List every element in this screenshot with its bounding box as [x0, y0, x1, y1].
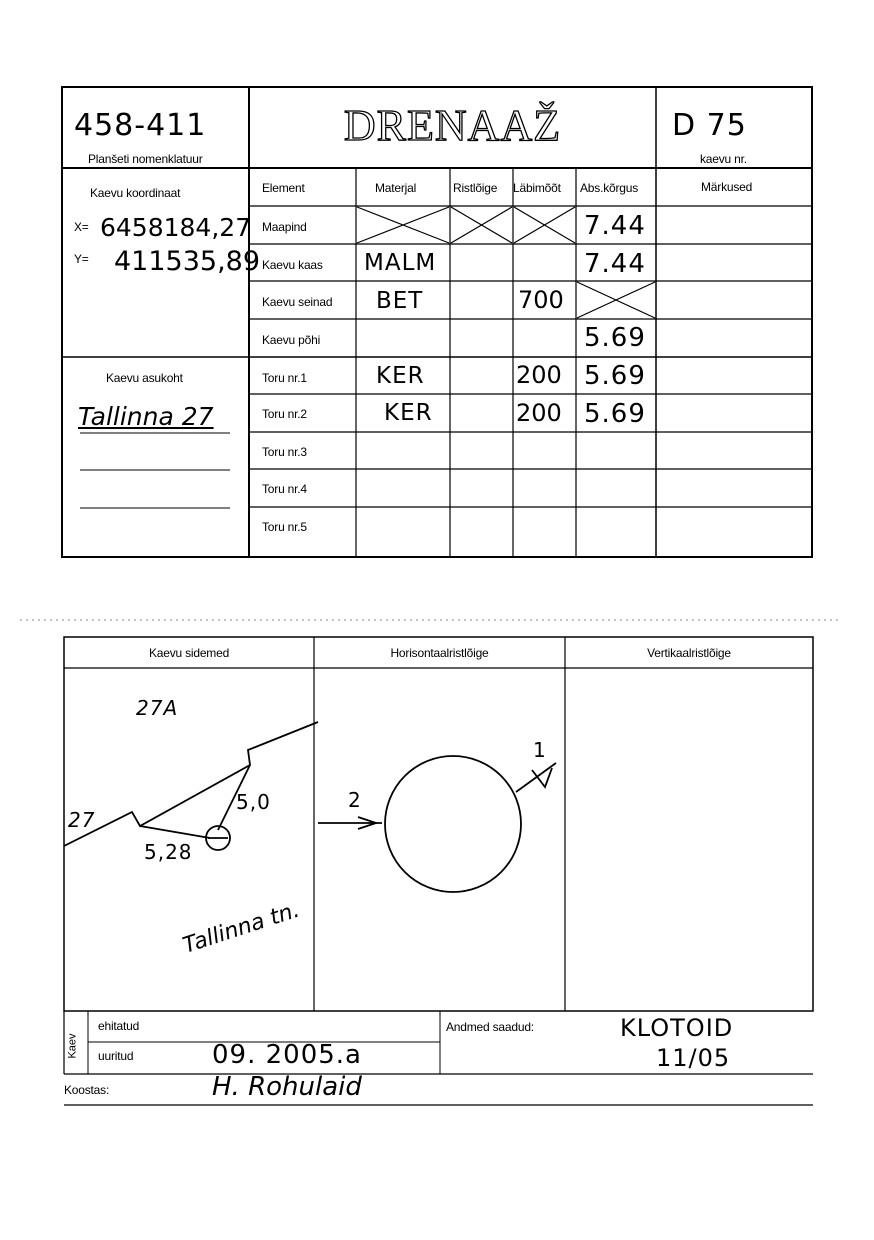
table-row-element: Toru nr.4 [262, 482, 307, 496]
house-label-27a: 27A [136, 696, 179, 720]
table-row-element: Maapind [262, 220, 307, 234]
sheet-label: Planšeti nomenklatuur [88, 152, 203, 166]
material-value: KER [384, 400, 433, 426]
section-sketch [318, 756, 556, 892]
page-title: DRENAAŽ [343, 101, 562, 150]
data-received-value: KLOTOID [620, 1014, 734, 1042]
diameter-value: 700 [518, 286, 564, 314]
distance-label: 5,0 [236, 790, 271, 814]
table-row-element: Kaevu seinad [262, 295, 333, 309]
header-diameter: Läbimõõt [513, 181, 561, 195]
compiler-value: H. Rohulaid [212, 1072, 362, 1102]
y-coordinate: 411535,89 [114, 246, 261, 277]
location-value: Tallinna 27 [78, 402, 214, 431]
well-number-label: kaevu nr. [700, 152, 747, 166]
elevation-value: 5.69 [584, 399, 646, 429]
header-notes: Märkused [701, 180, 753, 194]
data-received-date: 11/05 [656, 1044, 731, 1072]
coordinates-label: Kaevu koordinaat [90, 186, 181, 200]
built-label: ehitatud [98, 1019, 140, 1033]
sheet-number: 458-411 [74, 108, 207, 143]
table-row-element: Toru nr.5 [262, 520, 307, 534]
material-value: BET [376, 288, 424, 314]
location-label: Kaevu asukoht [106, 371, 183, 385]
elevation-value: 7.44 [584, 249, 646, 279]
header-material: Materjal [375, 181, 417, 195]
pipe-label: 2 [348, 788, 362, 812]
elevation-value: 7.44 [584, 211, 646, 241]
footer-side-label-box [66, 1030, 86, 1060]
table-row-element: Kaevu kaas [262, 258, 323, 272]
diameter-value: 200 [516, 399, 562, 427]
street-label: Tallinna tn. [180, 897, 303, 959]
elevation-value: 5.69 [584, 361, 646, 391]
ties-header: Kaevu sidemed [148, 646, 230, 660]
material-value: MALM [364, 250, 437, 276]
compiler-label: Koostas: [64, 1083, 110, 1097]
horizontal-section-header: Horisontaalristlõige [390, 646, 489, 660]
pipe-label: 1 [533, 738, 547, 762]
diameter-value: 200 [516, 361, 562, 389]
house-label-27: 27 [68, 808, 96, 832]
surveyed-value: 09. 2005.a [212, 1040, 362, 1070]
table-row-element: Toru nr.2 [262, 407, 307, 421]
data-received-label: Andmed saadud: [446, 1020, 534, 1034]
well-number: D 75 [672, 108, 747, 143]
distance-label: 5,28 [144, 840, 193, 864]
table-row-element: Toru nr.3 [262, 445, 307, 459]
material-value: KER [376, 363, 425, 389]
header-element: Element [262, 181, 305, 195]
x-prefix: X= [74, 220, 89, 234]
ties-sketch [64, 722, 318, 850]
surveyed-label: uuritud [98, 1049, 134, 1063]
table-row-element: Toru nr.1 [262, 371, 307, 385]
elevation-value: 5.69 [584, 323, 646, 353]
vertical-section-header: Vertikaalristlõige [647, 646, 731, 660]
x-coordinate: 6458184,27 [100, 213, 252, 242]
header-elevation: Abs.kõrgus [580, 181, 639, 195]
header-cross-section: Ristlõige [453, 181, 498, 195]
table-row-element: Kaevu põhi [262, 333, 321, 347]
y-prefix: Y= [74, 252, 89, 266]
footer-side-label: Kaev [66, 1033, 79, 1059]
